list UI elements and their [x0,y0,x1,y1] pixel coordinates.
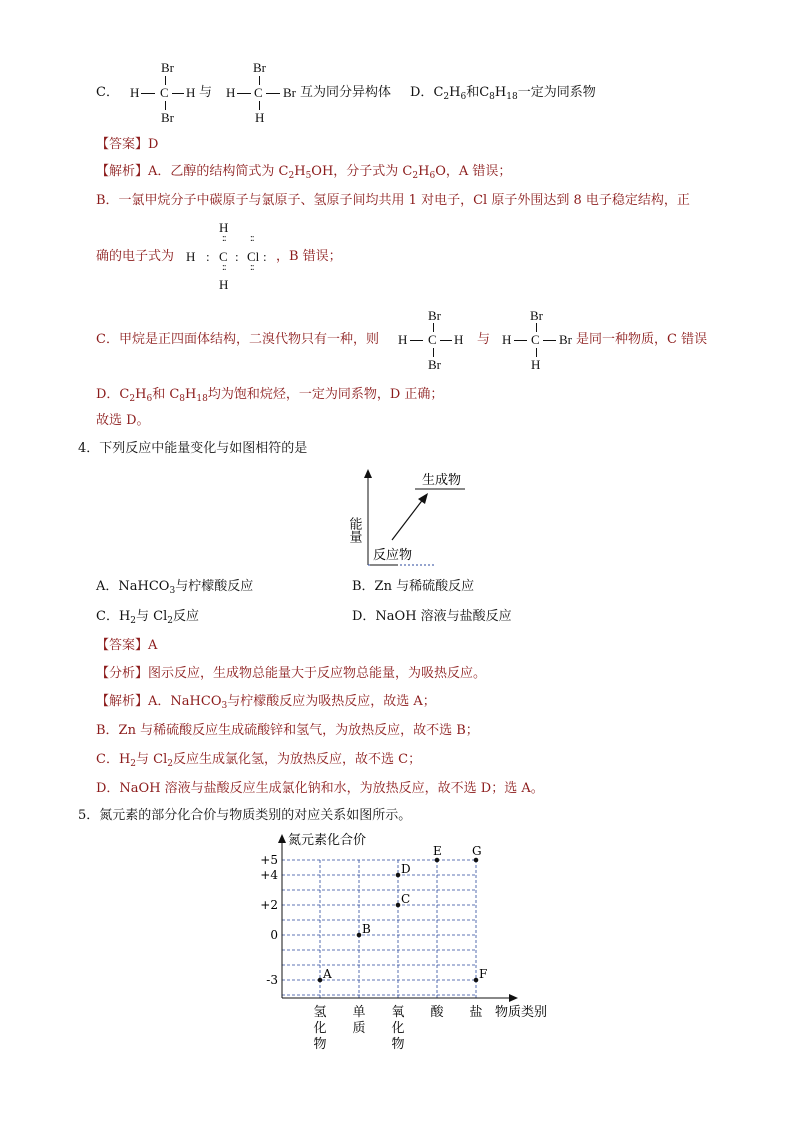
x-axis-arrow [509,994,518,1002]
analysis-c-post: 是同一种物质，C 错误 [576,332,708,347]
point-label: D [401,862,411,876]
energy-axis-arrow [364,469,372,478]
mol1-bottom: Br [428,357,441,372]
q4-option-c: C．$H_2$与 $Cl_2$反应 [96,609,200,626]
mol2-right: Br [559,332,572,347]
q4-option-b: B．Zn 与稀硫酸反应 [352,579,475,594]
y-tick-label: +5 [260,853,278,867]
data-point [396,873,401,878]
q5-stem: 5．氮元素的部分化合价与物质类别的对应关系如图所示。 [78,808,412,823]
product-label: 生成物 [422,473,462,488]
mol1-carbon: C [428,332,437,347]
x-axis-label: 物质类别 [495,1005,548,1020]
bond [536,323,537,332]
mol2-right: Br [283,85,296,100]
q4-analysis-d: D．NaOH 溶液与盐酸反应生成氯化钠和水，为放热反应，故不选 D；选 A。 [96,781,544,796]
y-tick-label: -3 [266,973,278,987]
q3-analysis-a: 【解析】A．乙醇的结构简式为 $C_2H_5OH$，分子式为 $C_2H_6O$，A 错误； [96,164,512,181]
q4-option-d: D．NaOH 溶液与盐酸反应 [352,609,512,624]
x-tick-label: 氧 [391,1005,405,1020]
q4-analysis-b: B．Zn 与稀硫酸反应生成硫酸锌和氢气，为放热反应，故不选 B； [96,723,479,738]
mol1-right: H [186,85,196,100]
mol1-left: H [130,85,140,100]
bond [440,340,452,341]
reactant-label: 反应物 [373,548,413,563]
analysis-c-mid: 与 [477,332,491,347]
mol2-bottom: H [255,110,265,125]
x-tick-label: 盐 [469,1005,483,1020]
y-axis-arrow [278,834,286,843]
q4-answer: 【答案】A [96,638,158,653]
data-point [396,903,401,908]
q3-option-d: D．$C_2H_6$和$C_8H_{18}$一定为同系物 [410,85,596,102]
point-label: E [433,844,442,858]
point-label: B [362,922,371,936]
bond [266,93,280,94]
q3-answer: 【答案】D [96,137,159,152]
data-point [474,858,479,863]
q3-analysis-d: D．$C_2H_6$和 $C_8H_{18}$均为饱和烷烃，一定为同系物，D 正确； [96,387,444,404]
mol2-carbon: C [254,85,263,100]
bond [259,76,260,85]
q4-analysis-c: C．$H_2$与 $Cl_2$反应生成氯化氢，为放热反应，故不选 C； [96,752,422,769]
x-tick-label: 质 [352,1021,366,1036]
bond [433,348,434,357]
bond [536,348,537,357]
data-point [474,978,479,983]
mol1-top: Br [428,308,441,323]
data-point [435,858,440,863]
x-tick-label: 化 [313,1021,327,1036]
analysis-c-pre: C．甲烷是正四面体结构，二溴代物只有一种，则 [96,332,379,347]
electron-colon: : [235,249,239,264]
mol2-carbon: C [531,332,540,347]
data-point [318,978,323,983]
yu-text: 与 [199,85,213,100]
electron-pair: :: [222,233,226,244]
electron-pair: :: [250,233,254,244]
q3-conclusion: 故选 D。 [96,413,150,428]
x-tick-label: 酸 [430,1005,444,1020]
point-label: A [323,967,332,981]
data-point [357,933,362,938]
bond [433,323,434,332]
x-tick-label: 化 [391,1021,405,1036]
mol2-bottom: H [531,357,541,372]
x-tick-label: 物 [313,1037,327,1050]
electron-h-bottom: H [219,277,229,292]
mol2-left: H [502,332,512,347]
q4-stem: 4．下列反应中能量变化与如图相符的是 [78,441,308,456]
mol1-bottom: Br [161,110,174,125]
mol2-top: Br [253,60,266,75]
bond [543,340,556,341]
bond [165,101,166,110]
bond [514,340,527,341]
analysis-b2-post: ，B 错误； [276,249,342,264]
mol2-left: H [226,85,236,100]
electron-h-top: H [219,220,229,235]
y-tick-label: +2 [260,898,278,912]
electron-pair: :: [222,262,226,273]
q4-fenxi: 【分析】图示反应，生成物总能量大于反应物总能量，为吸热反应。 [96,666,487,681]
option-c-tail: 互为同分异构体 [300,85,392,100]
valence-chart [250,828,570,1050]
electron-h-left: H [186,249,196,264]
x-tick-label: 单 [352,1005,366,1020]
point-label: C [401,892,411,906]
energy-diagram [340,462,480,572]
q3-analysis-b1: B．一氯甲烷分子中碳原子与氯原子、氢原子间均共用 1 对电子，Cl 原子外围达到 8 电子稳定结构，正 [96,193,690,208]
energy-arrow-head [418,493,428,504]
option-c-label: C． [96,85,119,100]
mol1-right: H [454,332,464,347]
electron-pair: :: [250,262,254,273]
bond [141,93,155,94]
electron-chlorine: Cl [247,249,260,264]
mol2-top: Br [530,308,543,323]
x-tick-label: 物 [391,1037,405,1050]
q4-option-a: A．NaHCO$_3$与柠檬酸反应 [96,579,254,596]
bond [172,93,184,94]
energy-ylabel: 能量 [346,517,362,543]
electron-colon: : [263,249,267,264]
point-label: F [479,967,488,981]
electron-carbon: C [219,249,228,264]
energy-arrow [392,498,424,540]
bond [165,76,166,85]
point-label: G [472,844,482,858]
x-tick-label: 氢 [313,1005,327,1020]
bond [237,93,251,94]
mol1-carbon: C [160,85,169,100]
y-tick-label: 0 [270,928,278,942]
mol1-top: Br [161,60,174,75]
y-tick-label: +4 [260,868,278,882]
analysis-b2-pre: 确的电子式为 [96,249,175,264]
q4-analysis-a: 【解析】A．NaHCO$_3$与柠檬酸反应为吸热反应，故选 A； [96,694,436,711]
bond [259,101,260,110]
y-axis-label: 氮元素化合价 [288,833,367,848]
electron-colon: : [206,249,210,264]
mol1-left: H [398,332,408,347]
bond [410,340,423,341]
